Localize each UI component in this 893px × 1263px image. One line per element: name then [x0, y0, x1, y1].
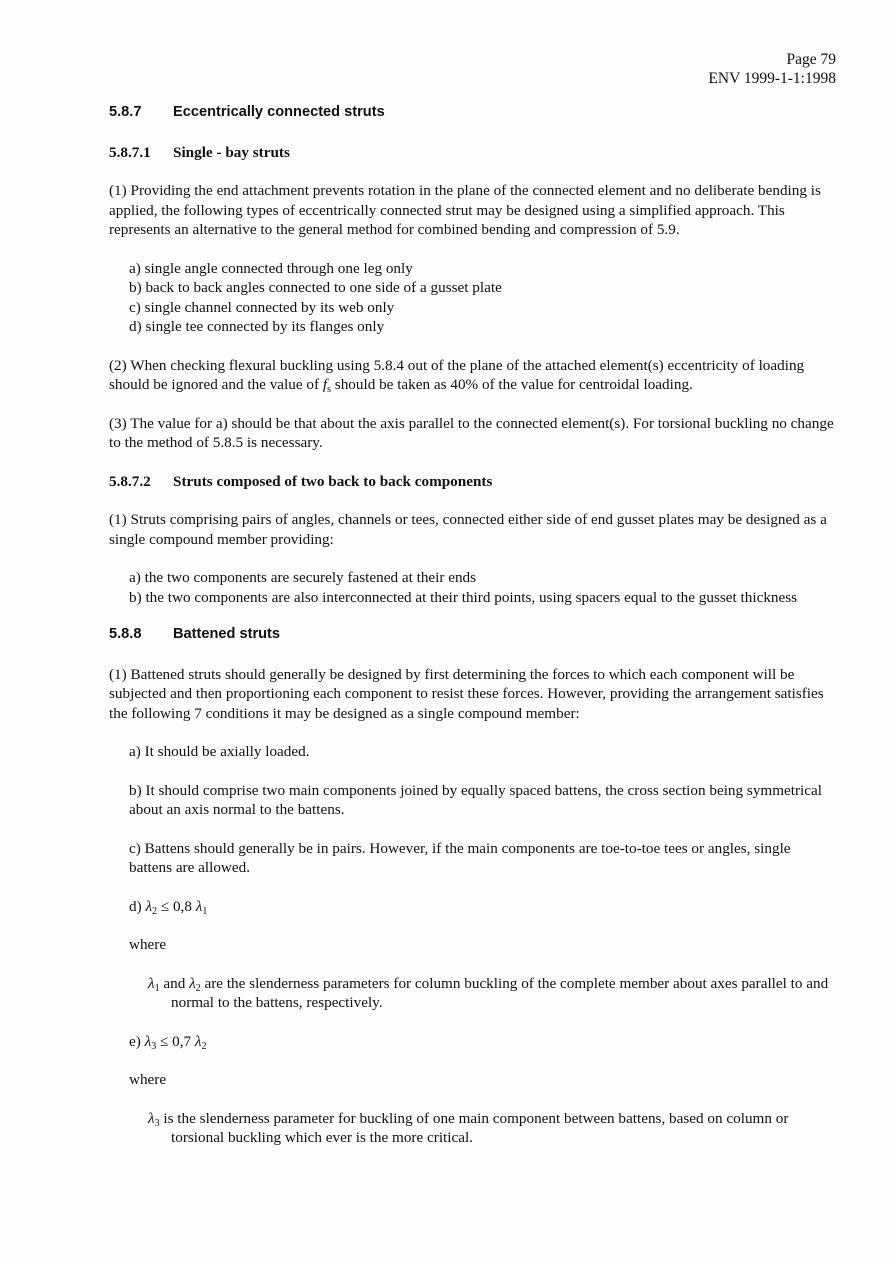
- where-label: where: [129, 936, 167, 953]
- heading-title: Single - bay struts: [173, 143, 290, 161]
- subscript: 1: [202, 905, 208, 917]
- heading-title: Battened struts: [173, 626, 281, 642]
- heading-5-8-7-2: [109, 472, 836, 492]
- subscript: 2: [201, 1040, 207, 1052]
- heading-5-8-8: [109, 625, 836, 645]
- page-content: [109, 103, 836, 1148]
- symbol-f: f: [322, 376, 328, 393]
- document-code: ENV 1999-1-1:1998: [708, 70, 836, 87]
- conditions-list: [109, 568, 836, 607]
- lambda-symbol: λ: [189, 974, 196, 992]
- paragraph: (1) Struts comprising pairs of angles, channels or tees, connected either side of end gusset plates may be designed as a single compound member providing:: [109, 511, 827, 548]
- text: is the slenderness parameter for buckling of one main component between battens, based on column or torsional buckling which ever is the more critical.: [159, 1109, 789, 1146]
- text: d): [129, 897, 142, 915]
- heading-5-8-7: [109, 103, 836, 123]
- lambda-symbol: λ: [194, 1032, 202, 1050]
- heading-title: Struts composed of two back to back components: [173, 472, 493, 490]
- paragraph: (1) Battened struts should generally be designed by first determining the forces to which each component will be subjected and then proportioning each component to resist these forces. However, providing the arrangement satisfies the following 7 conditions it may be designed as a single compound member:: [109, 665, 824, 722]
- list-item: d) single tee connected by its flanges only: [129, 318, 385, 335]
- paragraph: (1) Providing the end attachment prevents rotation in the plane of the connected element and no deliberate bending is applied, the following types of eccentrically connected strut may be designed using a simplified approach. This represents an alternative to the general method for combined bending and compression of 5.9.: [109, 182, 821, 238]
- paragraph: [109, 356, 836, 395]
- where-definition: [109, 974, 836, 1013]
- condition-e: [109, 1032, 836, 1052]
- heading-number: 5.8.7: [109, 104, 142, 120]
- text: (2) When checking flexural buckling using 5.8.4 out of the plane of the attached element(s) eccentricity of loading should be ignored and the value of: [109, 356, 805, 393]
- heading-title: Eccentrically connected struts: [173, 104, 385, 120]
- lambda-symbol: λ: [148, 974, 155, 992]
- subscript: s: [327, 384, 331, 395]
- strut-types-list: [109, 259, 836, 337]
- subscript: 3: [154, 1117, 160, 1129]
- lambda-symbol: λ: [145, 897, 153, 915]
- heading-number: 5.8.7.1: [109, 143, 151, 161]
- text: are the slenderness parameters for column buckling of the complete member about axes parallel to and normal to the battens, respectively.: [171, 974, 829, 1011]
- paragraph: (3) The value for a) should be that about the axis parallel to the connected element(s). For torsional buckling no change to the method of 5.8.5 is necessary.: [109, 414, 834, 451]
- heading-number: 5.8.8: [109, 626, 142, 642]
- heading-5-8-7-1: [109, 143, 836, 163]
- text: and: [159, 974, 190, 992]
- list-item: b) the two components are also interconnected at their third points, using spacers equal to the gusset thickness: [129, 588, 798, 606]
- condition-a: a) It should be axially loaded.: [129, 743, 310, 760]
- lambda-symbol: λ: [144, 1032, 152, 1050]
- page-number: Page 79: [786, 51, 836, 68]
- list-item: c) single channel connected by its web only: [129, 298, 395, 316]
- subscript: 2: [195, 982, 201, 994]
- heading-number: 5.8.7.2: [109, 472, 151, 490]
- page-header: [708, 50, 836, 88]
- text: should be taken as 40% of the value for centroidal loading.: [330, 376, 693, 393]
- lambda-symbol: λ: [195, 897, 203, 915]
- condition-b: b) It should comprise two main components joined by equally spaced battens, the cross section being symmetrical about an axis normal to the battens.: [129, 781, 822, 818]
- lambda-symbol: λ: [148, 1109, 155, 1127]
- subscript: 2: [152, 905, 158, 917]
- text: e): [129, 1032, 141, 1050]
- list-item: a) the two components are securely fastened at their ends: [129, 569, 477, 586]
- list-item: b) back to back angles connected to one side of a gusset plate: [129, 279, 502, 296]
- list-item: a) single angle connected through one leg only: [129, 259, 413, 277]
- text: ≤ 0,8: [157, 897, 196, 915]
- condition-d: [109, 897, 836, 917]
- where-label: where: [129, 1071, 167, 1088]
- subscript: 1: [154, 982, 160, 994]
- where-definition: [109, 1109, 836, 1148]
- text: ≤ 0,7: [156, 1032, 195, 1050]
- subscript: 3: [151, 1040, 157, 1052]
- condition-c: c) Battens should generally be in pairs. However, if the main components are toe-to-toe tees or angles, single battens are allowed.: [129, 839, 791, 876]
